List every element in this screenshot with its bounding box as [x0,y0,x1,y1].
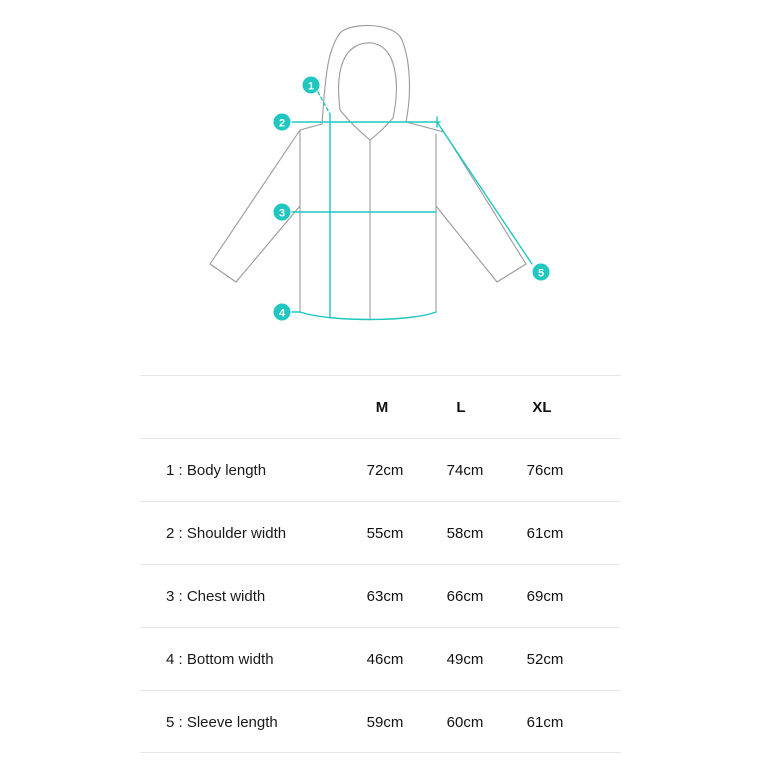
marker-2-label: 2 [278,117,286,130]
hood-outline [322,25,409,124]
header-size-xl: XL [532,399,552,416]
marker-3 [274,204,291,221]
value-xl: 52cm [526,651,564,668]
value-l: 49cm [446,651,484,668]
value-m: 63cm [366,588,404,605]
value-l: 60cm [446,714,484,731]
value-l: 74cm [446,462,484,479]
table-row [140,627,621,690]
row-label: 1 : Body length [166,462,267,479]
value-xl: 61cm [526,525,564,542]
header-size-m: M [375,399,389,416]
row-label: 4 : Bottom width [166,651,274,668]
marker-3-label: 3 [278,207,286,220]
value-m: 59cm [366,714,404,731]
marker-5 [533,264,550,281]
table-row [140,438,621,501]
row-label: 3 : Chest width [166,588,266,605]
marker-1-label: 1 [307,80,315,93]
value-xl: 61cm [526,714,564,731]
value-m: 46cm [366,651,404,668]
table-header-row [140,375,621,438]
marker-1 [303,77,320,94]
table-row [140,564,621,627]
marker-5-label: 5 [537,267,545,280]
row-label: 5 : Sleeve length [166,714,278,731]
marker-4 [274,304,291,321]
value-xl: 69cm [526,588,564,605]
hood-fold-left [340,110,370,140]
table-row [140,690,621,753]
value-m: 72cm [366,462,404,479]
value-m: 55cm [366,525,404,542]
size-chart-table [140,375,621,753]
value-l: 58cm [446,525,484,542]
bottom-width-line [292,312,436,320]
header-size-l: L [456,399,466,416]
row-label: 2 : Shoulder width [166,525,287,542]
table-row [140,501,621,564]
jacket-measurement-diagram [0,0,765,340]
hood-opening [339,43,397,118]
value-xl: 76cm [526,462,564,479]
marker-4-label: 4 [278,307,286,320]
sleeve-length-line [437,122,532,264]
jacket-body-outline [210,122,526,320]
marker-2 [274,114,291,131]
value-l: 66cm [446,588,484,605]
